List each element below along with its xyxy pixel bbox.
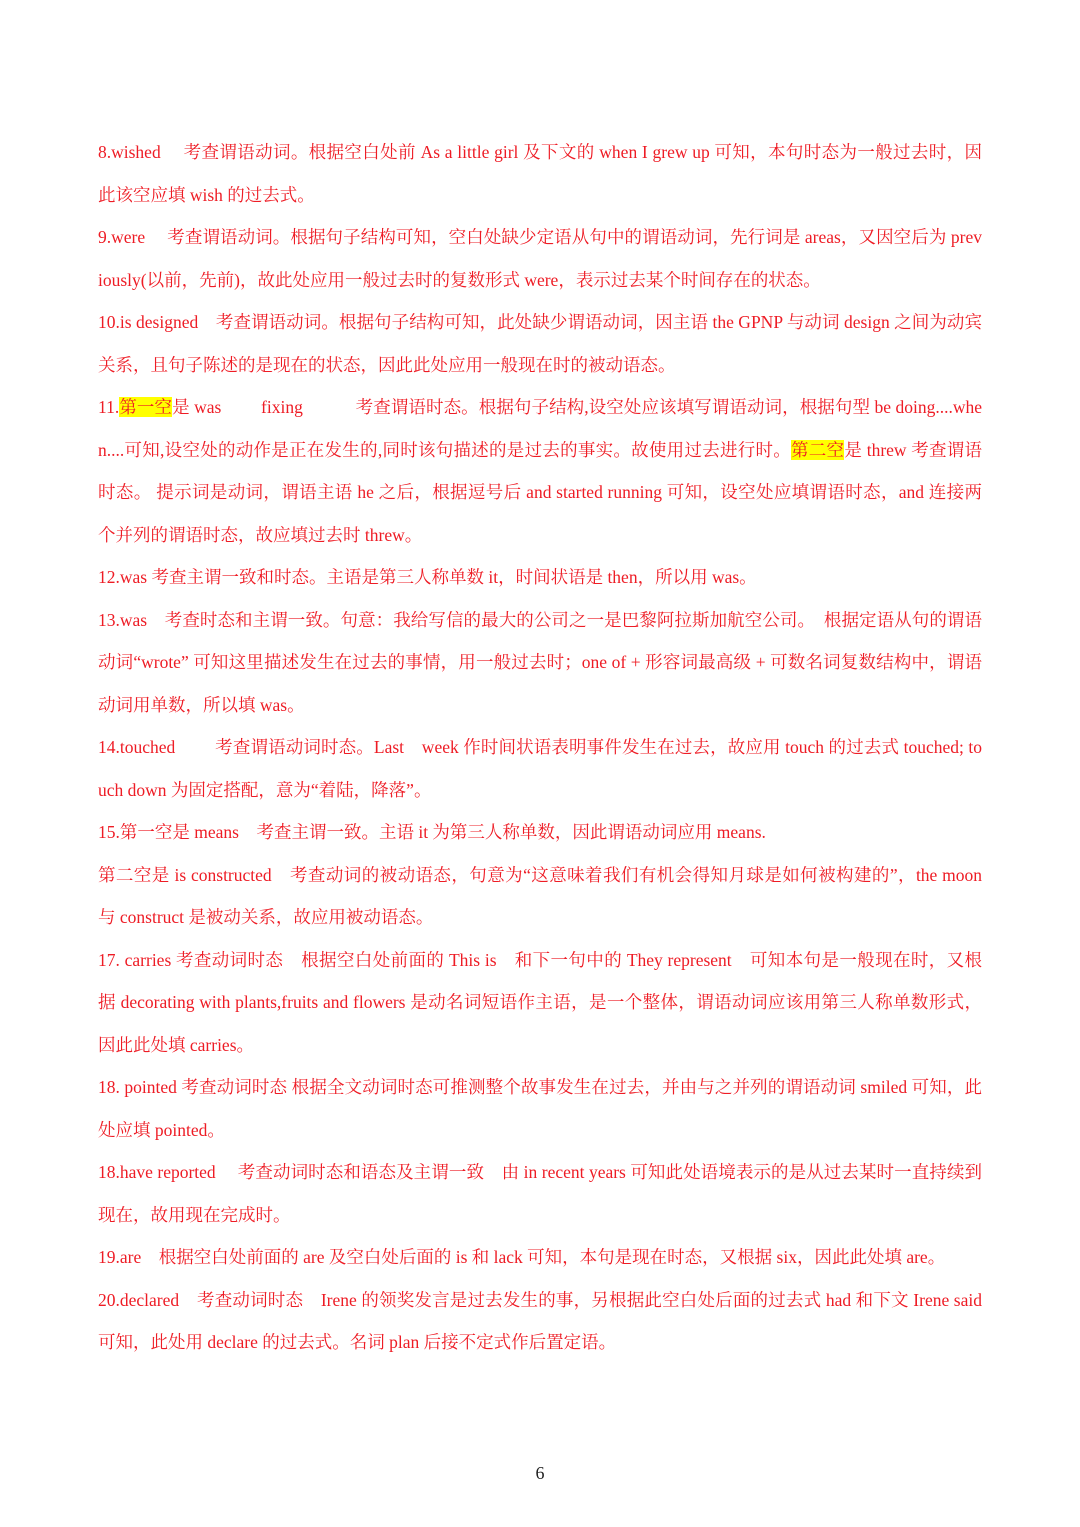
item-11-first-explanation: 是 was fixing 考查谓语时态。根据句子结构,设空处应该填写谓语动词，根据句型 be doing....when....可知,设空处的动作是正在发生的,同时该句描述的是过去的事实。故使用过去进行时。 xyxy=(98,397,982,460)
answer-item-12-was: 12.was 考查主谓一致和时态。主语是第三人称单数 it，时间状语是 then，所以用 was。 xyxy=(98,567,757,587)
highlight-second-blank: 第二空 xyxy=(791,439,845,460)
answer-item-8-wished: 8.wished 考查谓语动词。根据空白处前 As a little girl 及下文的 when I grew up 可知，本句时态为一般过去时，因此该空应填 wish 的过去式。 xyxy=(98,142,982,205)
answer-item-20-declared: 20.declared 考查动词时态 Irene 的领奖发言是过去发生的事，另根据此空白处后面的过去式 had 和下文 Irene said 可知，此处用 declare 的过去式。名词 plan 后接不定式作后置定语。 xyxy=(98,1289,982,1352)
highlight-first-blank: 第一空 xyxy=(119,397,173,417)
answer-explanations xyxy=(98,131,982,1364)
answer-item-19-are: 19.are 根据空白处前面的 are 及空白处后面的 is 和 lack 可知，本句是现在时态，又根据 six，因此此处填 are。 xyxy=(98,1247,946,1267)
answer-item-15-is-constructed: 第二空是 is constructed 考查动词的被动语态，句意为“这意味着我们有机会得知月球是如何被构建的”，the moon 与 construct 是被动关系，故应用被动语态。 xyxy=(98,864,982,927)
answer-item-15-means: 15.第一空是 means 考查主谓一致。主语 it 为第三人称单数，因此谓语动词应用 means. xyxy=(98,822,766,842)
item-11-second-explanation: 是 threw 考查谓语时态。 提示词是动词，谓语主语 he 之后，根据逗号后 and started running 可知，设空处应填谓语时态，and 连接两个并列的谓语时态，故应填过去时 threw。 xyxy=(98,439,983,545)
answer-item-18-have-reported: 18.have reported 考查动词时态和语态及主谓一致 由 in recent years 可知此处语境表示的是从过去某时一直持续到现在，故用现在完成时。 xyxy=(98,1162,982,1225)
answer-item-14-touched: 14.touched 考查谓语动词时态。Last week 作时间状语表明事件发生在过去，故应用 touch 的过去式 touched; touch down 为固定搭配，意为“着陆，降落”。 xyxy=(98,737,982,800)
answer-item-10-is-designed: 10.is designed 考查谓语动词。根据句子结构可知，此处缺少谓语动词，因主语 the GPNP 与动词 design 之间为动宾关系，且句子陈述的是现在的状态，因此此处应用一般现在时的被动语态。 xyxy=(98,312,982,375)
answer-item-17-carries: 17. carries 考查动词时态 根据空白处前面的 This is 和下一句中的 They represent 可知本句是一般现在时，又根据 decorating with plants,fruits and flowers 是动名词短语作主语，是一个整体，谓语动词应该用第三人称单数形式，因此此处填 carries。 xyxy=(98,949,982,1055)
item-11-number: 11. xyxy=(98,397,120,417)
page-number: 6 xyxy=(535,1463,545,1483)
answer-item-11-was-fixing-threw xyxy=(98,386,982,556)
answer-item-9-were: 9.were 考查谓语动词。根据句子结构可知，空白处缺少定语从句中的谓语动词，先行词是 areas，又因空后为 previously(以前，先前)，故此处应用一般过去时的复数形式 were，表示过去某个时间存在的状态。 xyxy=(98,227,982,290)
answer-item-13-was: 13.was 考查时态和主谓一致。句意：我给写信的最大的公司之一是巴黎阿拉斯加航空公司。 根据定语从句的谓语动词“wrote” 可知这里描述发生在过去的事情，用一般过去时；one of + 形容词最高级 + 可数名词复数结构中，谓语动词用单数，所以填 was。 xyxy=(98,609,982,715)
answer-item-18-pointed: 18. pointed 考查动词时态 根据全文动词时态可推测整个故事发生在过去，并由与之并列的谓语动词 smiled 可知，此处应填 pointed。 xyxy=(98,1077,982,1140)
